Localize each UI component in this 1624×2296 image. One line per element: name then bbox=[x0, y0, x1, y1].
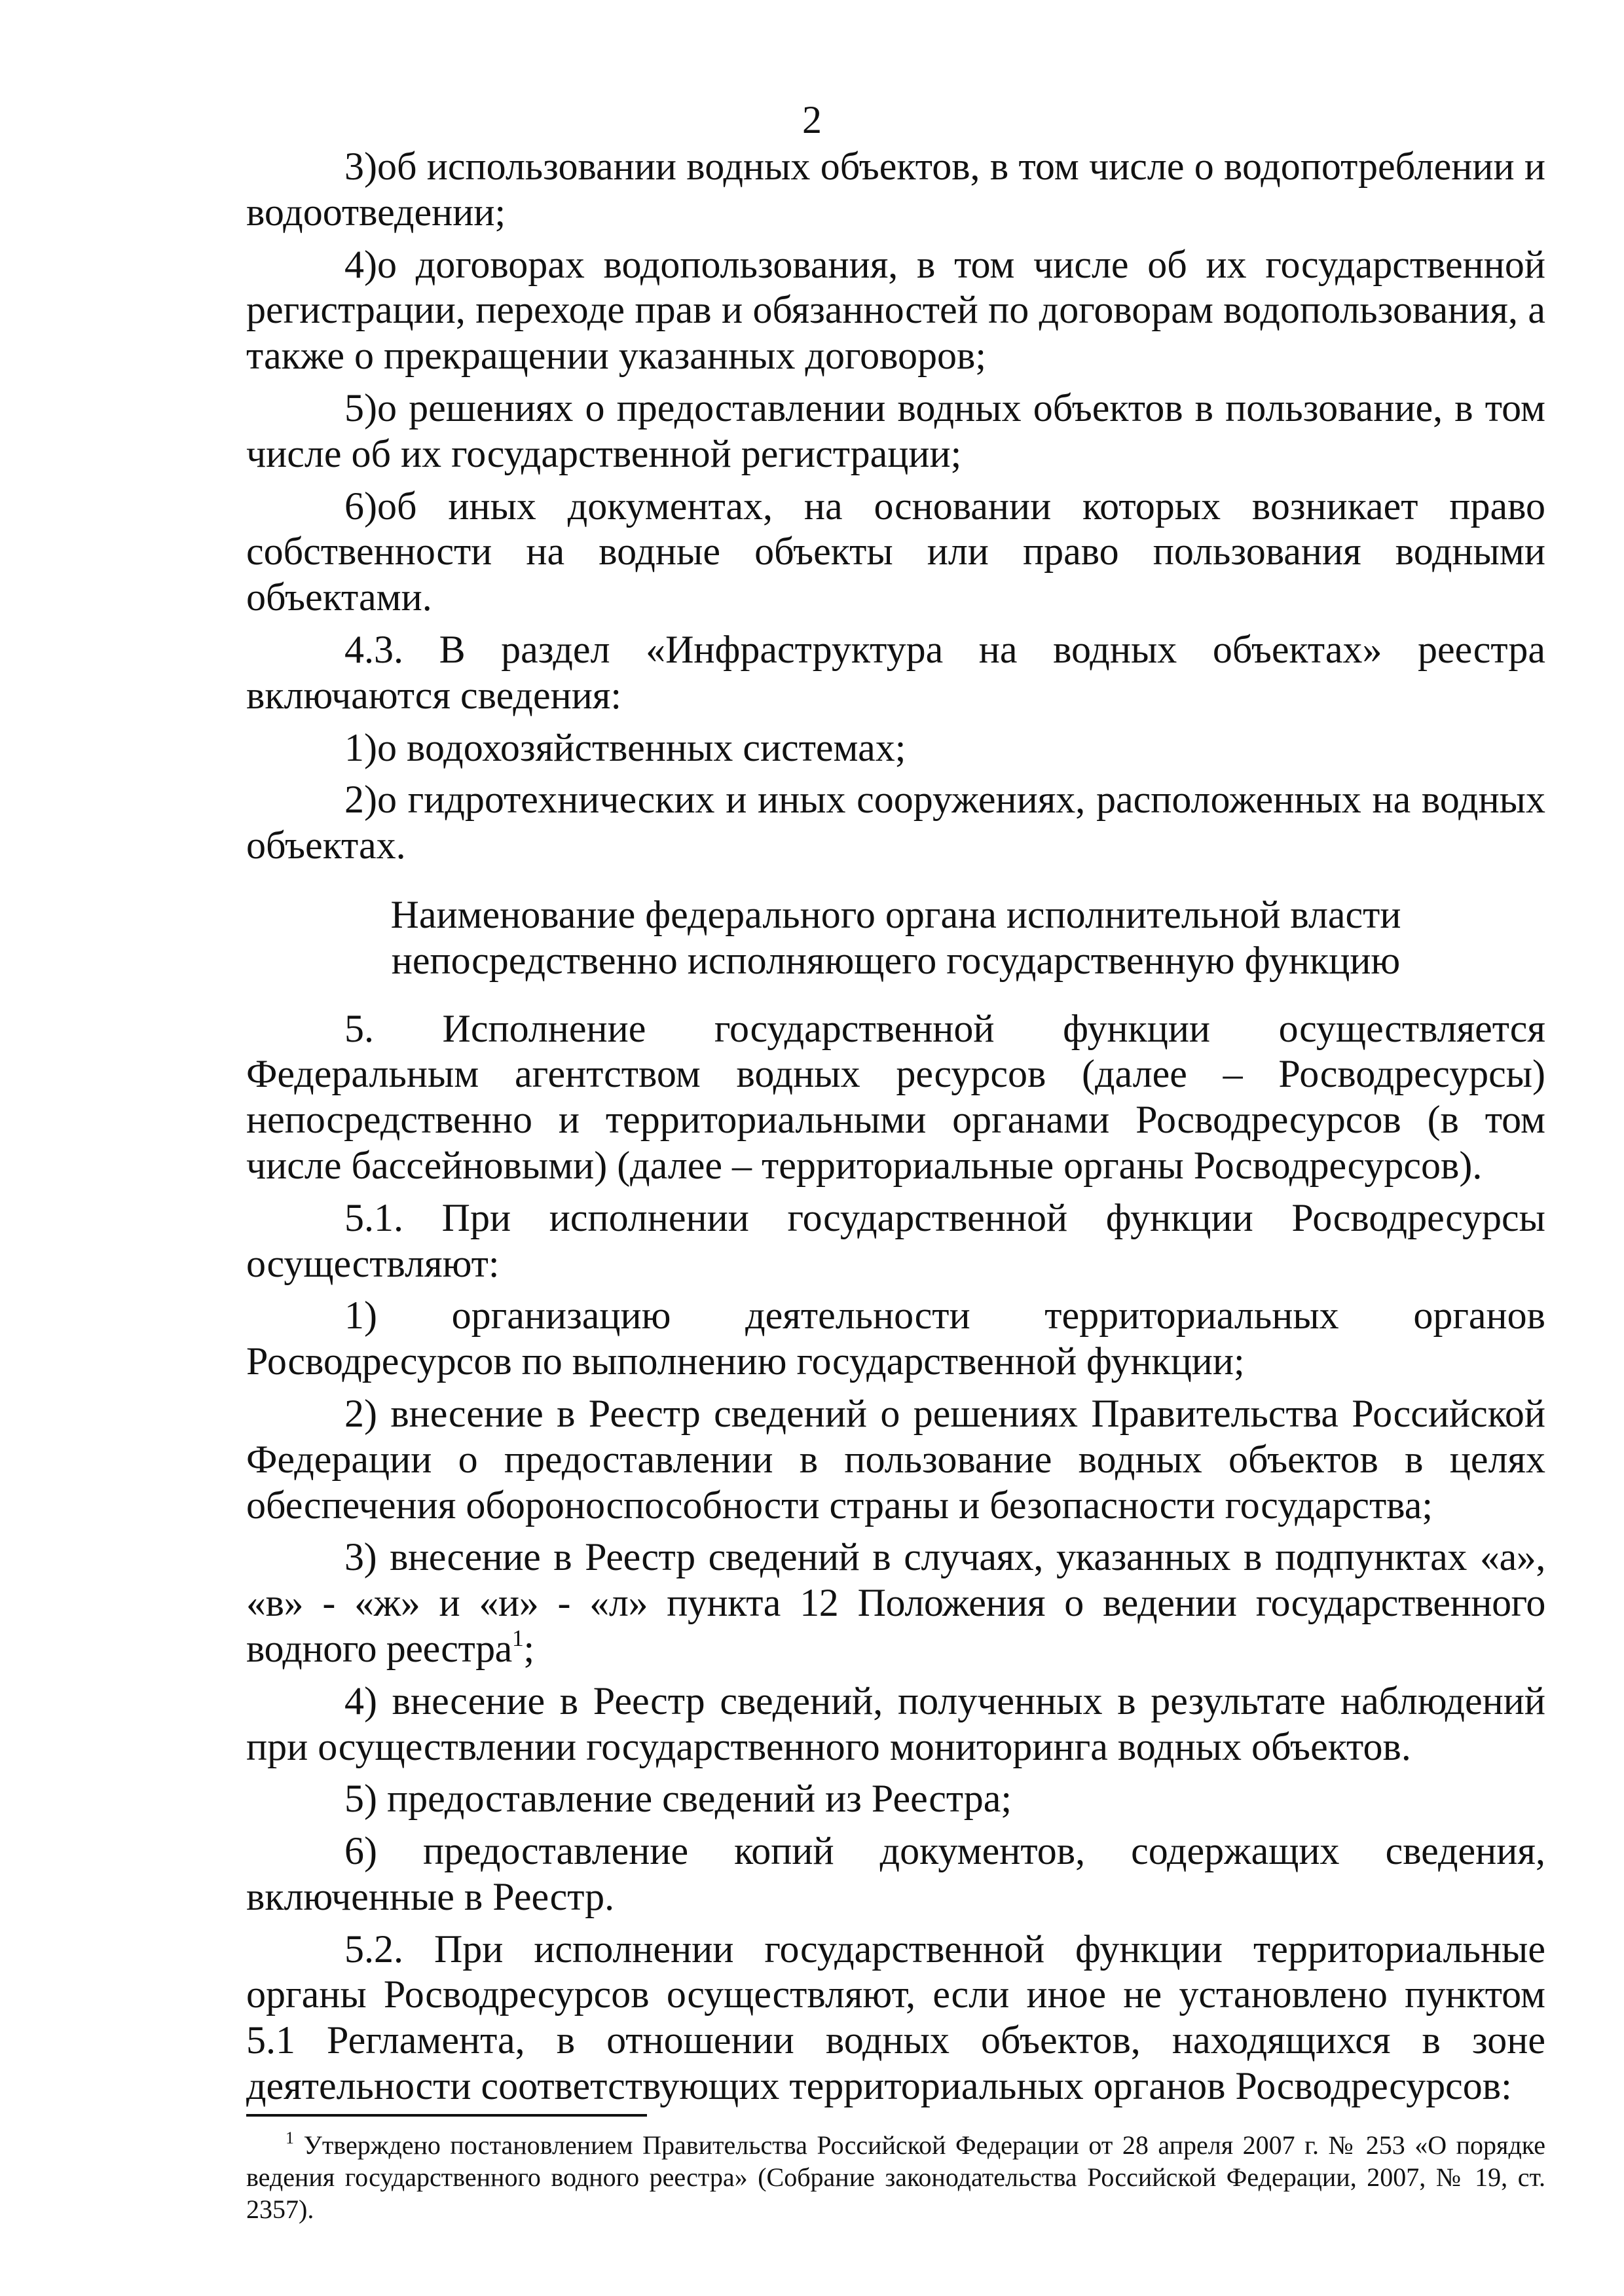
list-item-4-3-2: 2)о гидротехнических и иных сооружениях, расположенных на водных объектах. bbox=[246, 778, 1545, 867]
list-item-3: 3)об использовании водных объектов, в том числе о водопотреблении и водоотведении; bbox=[246, 145, 1545, 234]
page-number: 2 bbox=[802, 98, 822, 141]
footnote-separator bbox=[246, 2114, 647, 2117]
list-item-6: 6)об иных документах, на основании которых возникает право собственности на водные объекты или право пользования водными объектами. bbox=[246, 484, 1545, 619]
list-item-5-1-2: 2) внесение в Реестр сведений о решениях Правительства Российской Федерации о предоставлении в пользование водных объектов в целях обеспечения обороноспособности страны и безопасности государства; bbox=[246, 1391, 1545, 1527]
paragraph-4-3: 4.3. В раздел «Инфраструктура на водных объектах» реестра включаются сведения: bbox=[246, 627, 1545, 717]
paragraph-5-1: 5.1. При исполнении государственной функции Росводресурсы осуществляют: bbox=[246, 1195, 1545, 1285]
footnote-reference[interactable]: 1 bbox=[511, 1624, 524, 1651]
list-item-5-1-5: 5) предоставление сведений из Реестра; bbox=[344, 1777, 1012, 1821]
section-heading bbox=[246, 892, 1545, 984]
list-item-4: 4)о договорах водопользования, в том числе об их государственной регистрации, переходе прав и обязанностей по договорам водопользования, а также о прекращении указанных договоров; bbox=[246, 242, 1545, 378]
list-item-5-1-3-text: 3) внесение в Реестр сведений в случаях, указанных в подпунктах «а», «в» - «ж» и «и» - «л» пункта 12 Положения о ведении государственного водного реестра bbox=[246, 1535, 1545, 1670]
document-body bbox=[246, 144, 1545, 2109]
list-item-5-1-4: 4) внесение в Реестр сведений, полученных в результате наблюдений при осуществлении государственного мониторинга водных объектов. bbox=[246, 1679, 1545, 1768]
list-item-5-1-6: 6) предоставление копий документов, содержащих сведения, включенные в Реестр. bbox=[246, 1829, 1545, 1918]
list-item-5: 5)о решениях о предоставлении водных объектов в пользование, в том числе об их государственной регистрации; bbox=[246, 386, 1545, 475]
section-heading-line-2: непосредственно исполняющего государственную функцию bbox=[391, 938, 1401, 982]
paragraph-5-2: 5.2. При исполнении государственной функции территориальные органы Росводресурсов осуществляют, если иное не установлено пунктом 5.1 Регламента, в отношении водных объектов, находящихся в зоне деятельности соответствующих территориальных органов Росводресурсов: bbox=[246, 1927, 1545, 2108]
list-item-5-1-1: 1) организацию деятельности территориальных органов Росводресурсов по выполнению государственной функции; bbox=[246, 1294, 1545, 1383]
list-item-5-1-3-end: ; bbox=[523, 1626, 534, 1670]
list-item-5-1-3 bbox=[246, 1535, 1545, 1671]
footnote bbox=[246, 2129, 1545, 2225]
list-item-4-3-1: 1)о водохозяйственных системах; bbox=[344, 725, 906, 769]
footnote-text: Утверждено постановлением Правительства Российской Федерации от 28 апреля 2007 г. № 253 «О порядке ведения государственного водного реестра» (Собрание законодательства Российской Федерации, 2007, № 19, ст. 2357). bbox=[246, 2130, 1545, 2224]
footnote-text-block bbox=[246, 2129, 1545, 2225]
section-heading-line-1: Наименование федерального органа исполнительной власти bbox=[390, 892, 1401, 936]
footnote-marker: 1 bbox=[286, 2128, 294, 2147]
paragraph-5: 5. Исполнение государственной функции осуществляется Федеральным агентством водных ресурсов (далее – Росводресурсы) непосредственно и территориальными органами Росводресурсов (в том числе бассейновыми) (далее – территориальные органы Росводресурсов). bbox=[246, 1006, 1545, 1187]
